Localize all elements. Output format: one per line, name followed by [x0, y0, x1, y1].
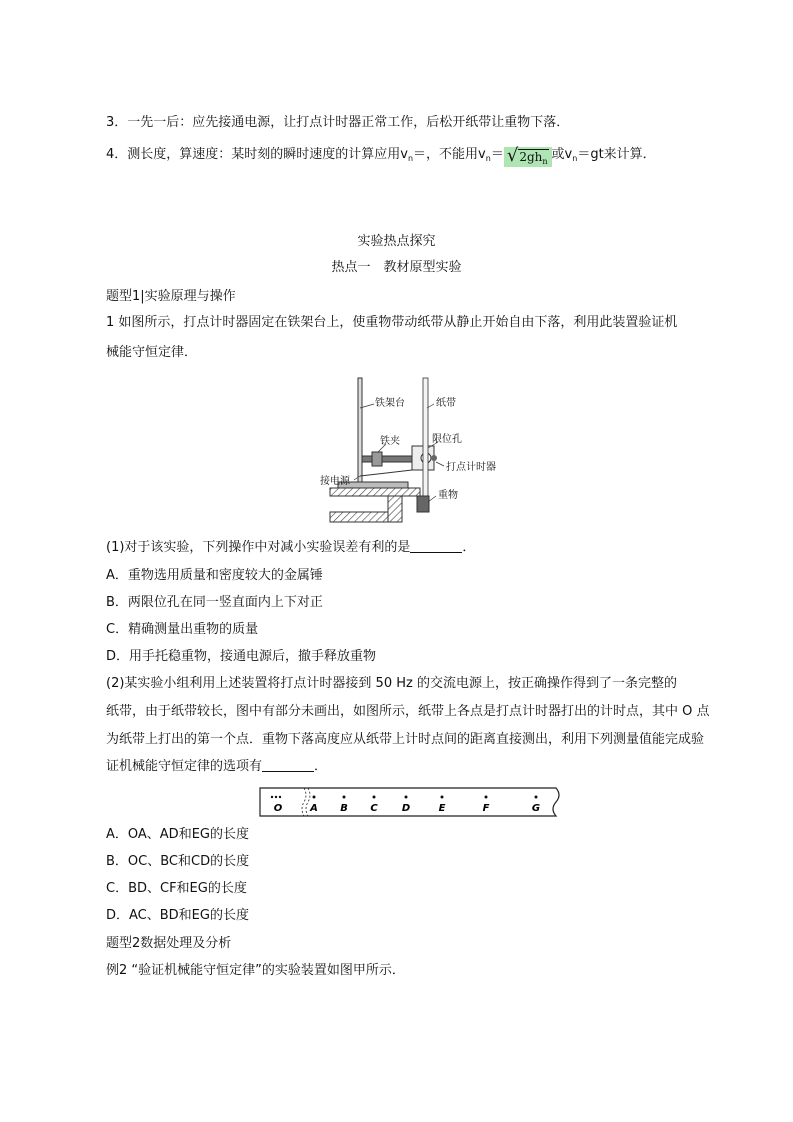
- item-4-part-b: ＝，不能用v: [413, 147, 486, 162]
- stand-rod: [358, 378, 362, 486]
- item-4-part-d: 或v: [551, 147, 573, 162]
- q2-stem-line-4: 证机械能守恒定律的选项有 ．: [106, 759, 328, 774]
- item-4-part-e: ＝gt来计算．: [577, 147, 656, 162]
- radical-argument: $2gh_n$: [519, 150, 548, 166]
- q1-option-a: A．重物选用质量和密度较大的金属锤: [106, 568, 323, 583]
- q1-option-b: B．两限位孔在同一竖直面内上下对正: [106, 595, 323, 610]
- tape-label-D: D: [401, 803, 411, 814]
- tape-dot-initial: [279, 796, 281, 798]
- tape-figure: [258, 786, 566, 818]
- sqrt-formula: [504, 147, 552, 167]
- radical-sign: √: [506, 145, 519, 166]
- apparatus-figure: [320, 372, 510, 527]
- q2-stem-line-3: 为纸带上打出的第一个点．重物下落高度应从纸带上计时点间的距离直接测出，利用下列测量值能完成验: [106, 732, 705, 747]
- answer-blank[interactable]: [410, 540, 462, 553]
- item-4-text: [106, 146, 656, 168]
- q1-option-c: C．精确测量出重物的质量: [106, 622, 259, 637]
- floor: [330, 512, 388, 522]
- type-1-heading: 题型1|实验原理与操作: [106, 289, 236, 304]
- tape-label-G: G: [531, 803, 541, 814]
- q2-option-d: D．AC、BD和EG的长度: [106, 908, 249, 923]
- tape-label-F: F: [482, 803, 490, 814]
- answer-blank[interactable]: [262, 759, 314, 772]
- type-2-heading: 题型2数据处理及分析: [106, 936, 232, 951]
- item-3-text: 3．一先一后：应先接通电源，让打点计时器正常工作，后松开纸带让重物下落．: [106, 115, 570, 130]
- subscript-n: n: [485, 154, 491, 163]
- table-top: [330, 488, 420, 496]
- tape-dot-F: [485, 796, 488, 799]
- label-stand: 铁架台: [375, 398, 405, 409]
- tape-label-E: E: [438, 803, 446, 814]
- section-subtitle: 热点一 教材原型实验: [331, 260, 462, 275]
- item-4-part-a: 4．测长度，算速度：某时刻的瞬时速度的计算应用v: [106, 147, 408, 162]
- paper-tape: [423, 378, 428, 496]
- section-title: 实验热点探究: [357, 234, 436, 249]
- q2-option-c: C．BD、CF和EG的长度: [106, 881, 247, 896]
- tape-dot-G: [535, 796, 538, 799]
- tape-label-C: C: [370, 803, 378, 814]
- tape-dot-E: [441, 796, 444, 799]
- tape-label-O: O: [273, 803, 283, 814]
- q1-stem: (1)对于该实验，下列操作中对减小实验误差有利的是 ．: [106, 540, 476, 555]
- tape-dot-C: [373, 796, 376, 799]
- iron-clamp: [362, 456, 412, 462]
- tape-dot-A: [313, 796, 316, 799]
- tape-dot-D: [405, 796, 408, 799]
- label-tape: 纸带: [436, 398, 456, 409]
- label-timer: 打点计时器: [446, 462, 496, 473]
- q2-option-a: A．OA、AD和EG的长度: [106, 827, 249, 842]
- example-2-text: 例2 “验证机械能守恒定律”的实验装置如图甲所示．: [106, 963, 405, 978]
- q2-stem-line-2: 纸带，由于纸带较长，图中有部分未画出，如图所示，纸带上各点是打点计时器打出的计时点，其中 O 点: [106, 704, 710, 719]
- tape-label-A: A: [310, 803, 318, 814]
- subscript-n: n: [407, 154, 414, 163]
- subscript-n: n: [542, 157, 548, 166]
- subscript-n: n: [572, 154, 578, 163]
- label-limit-hole: 限位孔: [432, 434, 462, 445]
- tape-dot-initial: [275, 796, 277, 798]
- tape-dot-B: [343, 796, 346, 799]
- label-power: 接电源: [320, 476, 350, 487]
- tape-label-B: B: [340, 803, 348, 814]
- item-4-part-c: ＝: [490, 147, 504, 162]
- q2-stem-line-1: (2)某实验小组利用上述装置将打点计时器接到 50 Hz 的交流电源上，按正确操作得到了一条完整的: [106, 676, 677, 691]
- weight-block: [417, 496, 429, 512]
- label-weight: 重物: [438, 490, 458, 501]
- example-1-line-2: 械能守恒定律．: [106, 345, 198, 360]
- q2-option-b: B．OC、BC和CD的长度: [106, 854, 250, 869]
- q1-option-d: D．用手托稳重物，接通电源后，撤手释放重物: [106, 649, 377, 664]
- label-clamp: 铁夹: [380, 436, 400, 447]
- tape-dot-initial: [271, 796, 273, 798]
- example-1-line-1: 1 如图所示，打点计时器固定在铁架台上，使重物带动纸带从静止开始自由下落，利用此装置验证机: [106, 315, 678, 330]
- table-edge: [388, 496, 402, 522]
